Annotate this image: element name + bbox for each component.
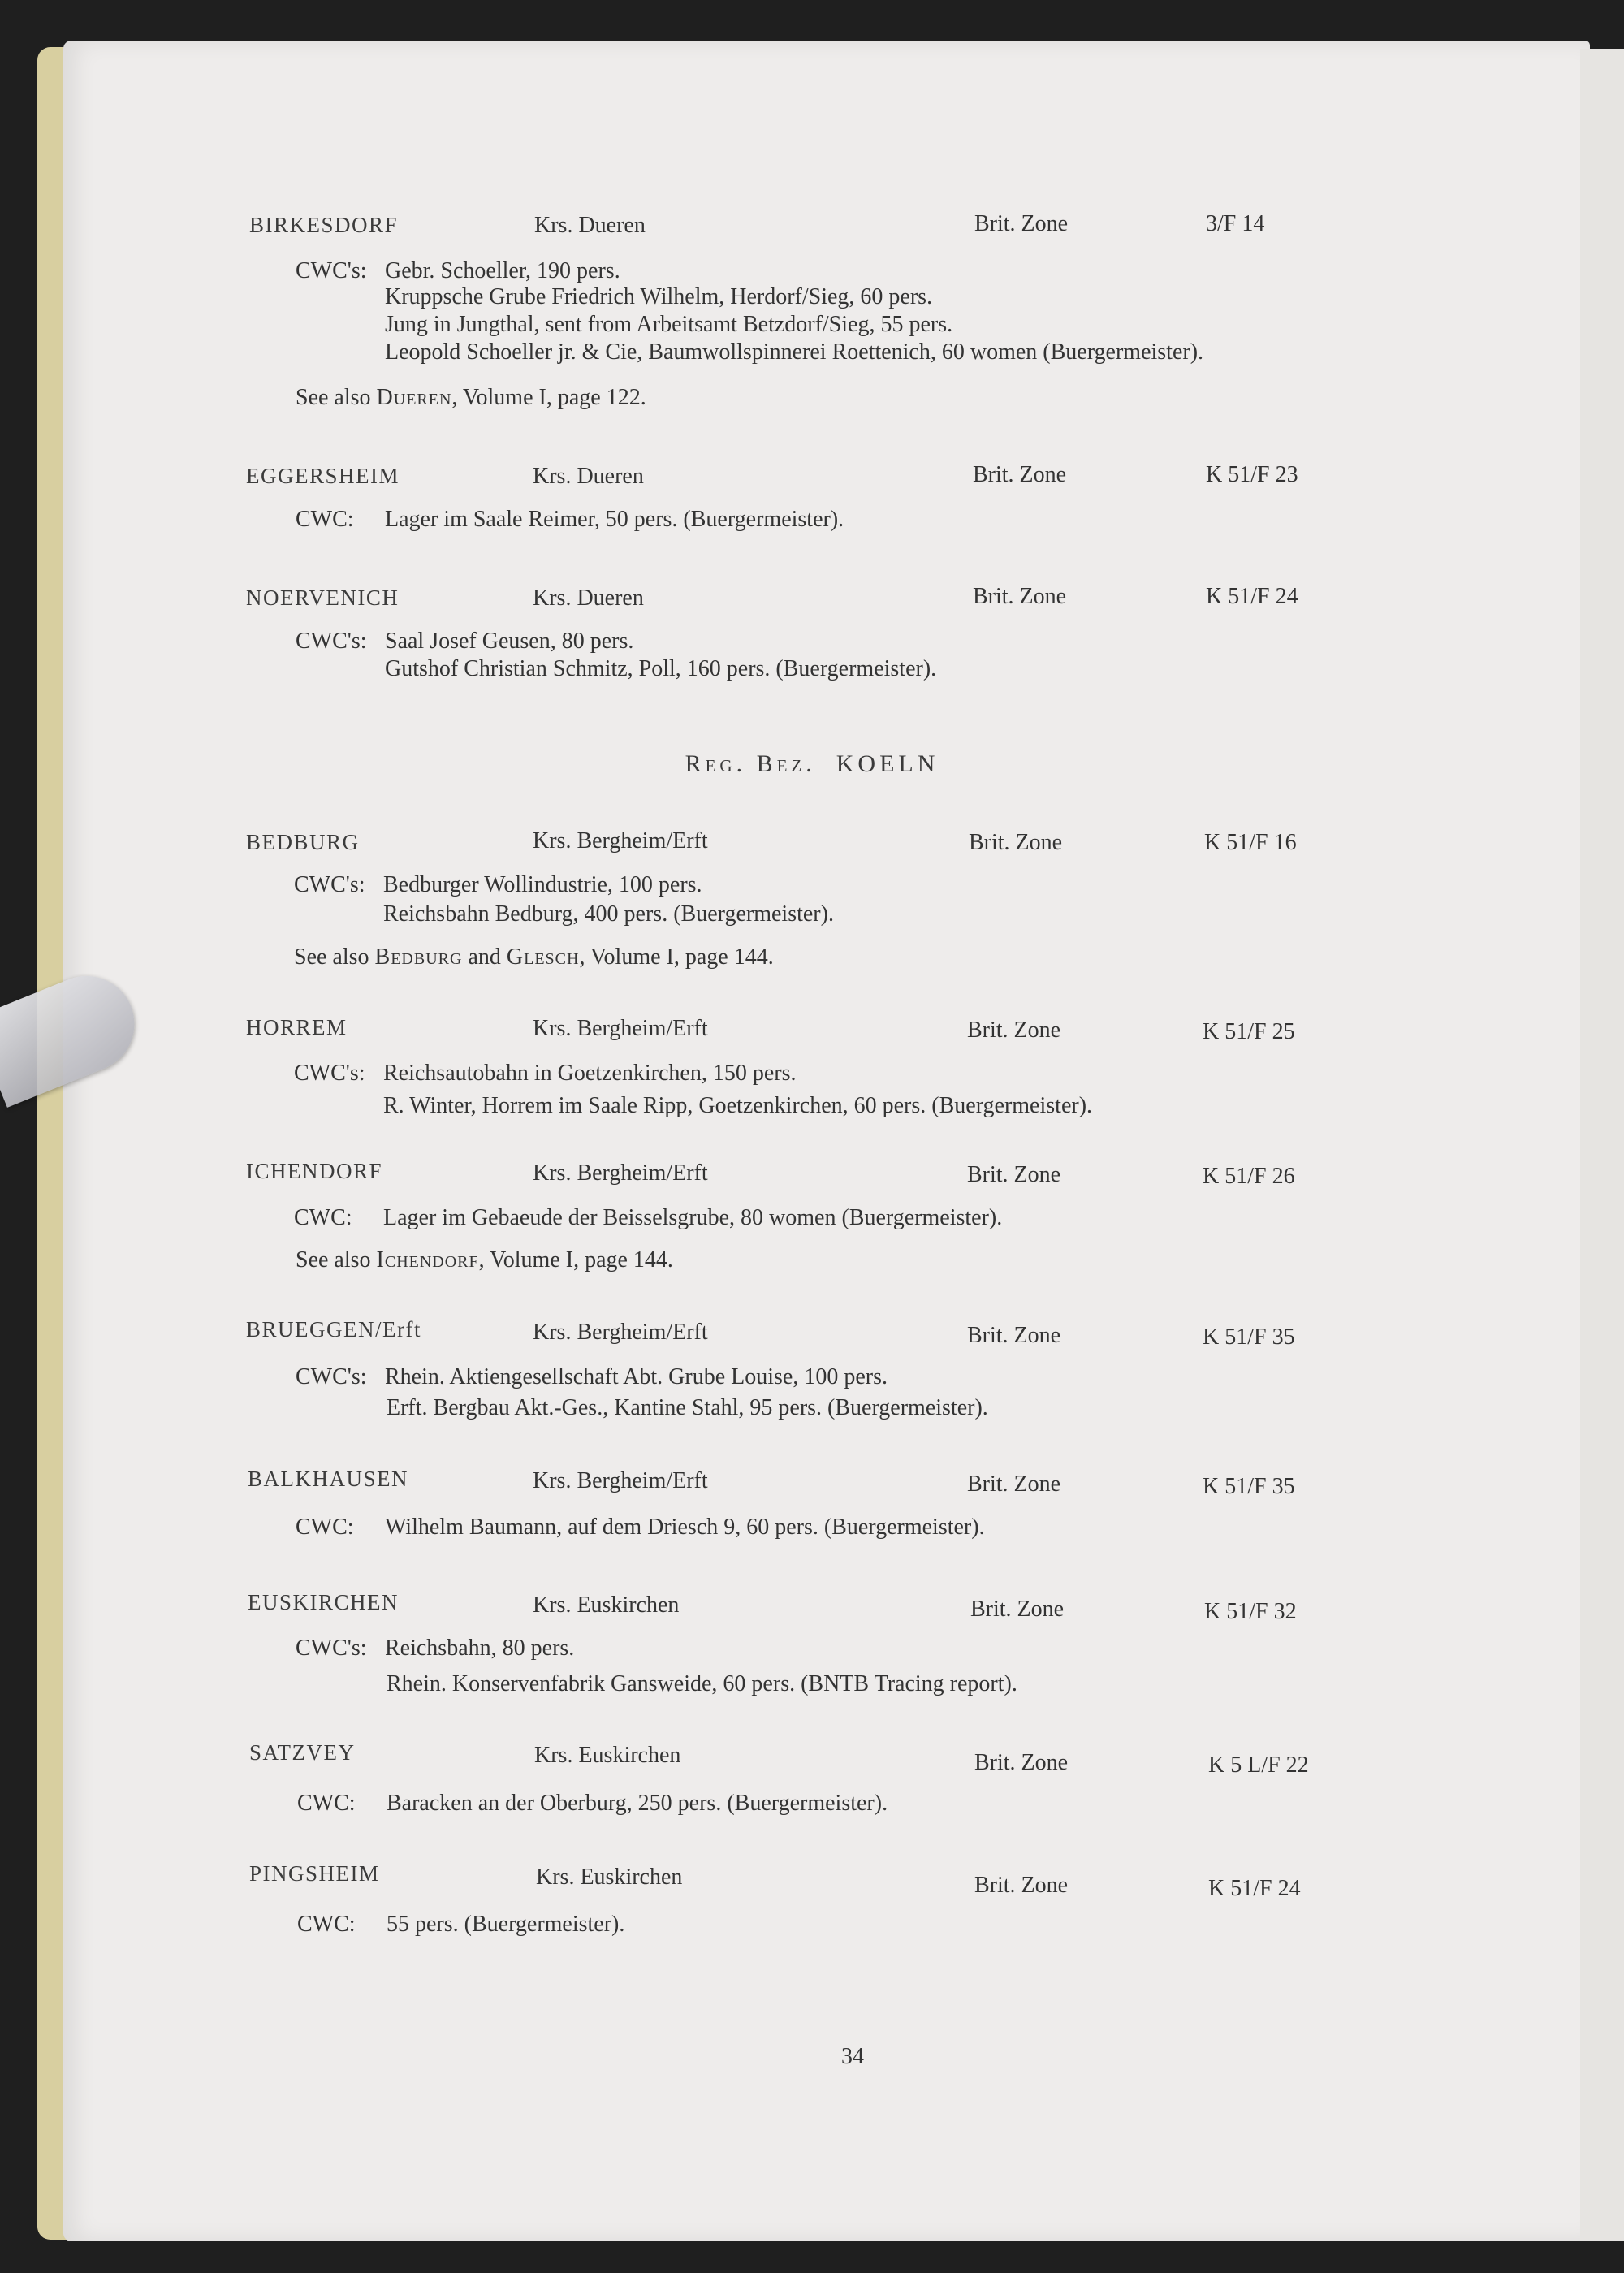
- cwc-line: Leopold Schoeller jr. & Cie, Baumwollspinnerei Roettenich, 60 women (Buergermeister).: [385, 339, 1204, 365]
- cwc-line: Kruppsche Grube Friedrich Wilhelm, Herdorf/Sieg, 60 pers.: [385, 284, 933, 309]
- district: Krs. Bergheim/Erft: [533, 1160, 708, 1186]
- grid-ref: K 51/F 24: [1208, 1876, 1301, 1901]
- zone: Brit. Zone: [967, 1018, 1061, 1043]
- region-heading: Reg. Bez. KOELN: [685, 750, 939, 777]
- cwc-line: Reichsbahn Bedburg, 400 pers. (Buergermeister).: [383, 901, 834, 927]
- page-number: 34: [841, 2044, 864, 2069]
- see-also: See also Dueren, Volume I, page 122.: [296, 385, 646, 410]
- place-name: ICHENDORF: [246, 1159, 383, 1183]
- grid-ref: K 51/F 35: [1203, 1324, 1295, 1350]
- place-name: SATZVEY: [249, 1740, 356, 1765]
- place-name: BALKHAUSEN: [248, 1467, 409, 1491]
- grid-ref: K 51/F 16: [1204, 830, 1297, 855]
- cwc-label: CWC's:: [296, 1364, 367, 1389]
- district: Krs. Bergheim/Erft: [533, 1468, 708, 1493]
- grid-ref: K 51/F 25: [1203, 1019, 1295, 1044]
- see-also: See also Ichendorf, Volume I, page 144.: [296, 1247, 673, 1273]
- place-name: EGGERSHEIM: [246, 464, 400, 488]
- cwc-line: CWC's: Saal Josef Geusen, 80 pers.: [296, 629, 634, 654]
- zone: Brit. Zone: [970, 1597, 1065, 1622]
- cwc-label: CWC:: [294, 1205, 352, 1230]
- cwc-label: CWC's:: [294, 872, 365, 897]
- cwc-line: Gutshof Christian Schmitz, Poll, 160 pers. (Buergermeister).: [385, 656, 937, 681]
- cwc-line: Jung in Jungthal, sent from Arbeitsamt Betzdorf/Sieg, 55 pers.: [385, 312, 953, 337]
- place-name: EUSKIRCHEN: [248, 1590, 400, 1614]
- district: Krs. Dueren: [534, 213, 646, 238]
- cwc-line: R. Winter, Horrem im Saale Ripp, Goetzenkirchen, 60 pers. (Buergermeister).: [383, 1093, 1093, 1118]
- district: Krs. Euskirchen: [536, 1865, 683, 1890]
- cwc-line: CWC: Lager im Gebaeude der Beisselsgrube, 80 women (Buergermeister).: [294, 1205, 1003, 1230]
- place-name: BEDBURG: [246, 830, 360, 854]
- place-name: BIRKESDORF: [249, 213, 399, 237]
- district: Krs. Bergheim/Erft: [533, 1016, 708, 1041]
- zone: Brit. Zone: [973, 584, 1067, 609]
- place-name: BRUEGGEN/Erft: [246, 1317, 421, 1342]
- cwc-line: CWC's: Bedburger Wollindustrie, 100 pers.: [294, 872, 702, 897]
- district: Krs. Euskirchen: [533, 1592, 680, 1618]
- cwc-line: CWC's: Reichsbahn, 80 pers.: [296, 1636, 575, 1661]
- grid-ref: 3/F 14: [1206, 211, 1265, 236]
- grid-ref: K 5 L/F 22: [1208, 1752, 1309, 1778]
- zone: Brit. Zone: [973, 462, 1067, 487]
- district: Krs. Dueren: [533, 464, 644, 489]
- cwc-line: Erft. Bergbau Akt.-Ges., Kantine Stahl, 95 pers. (Buergermeister).: [387, 1395, 988, 1420]
- cwc-label: CWC's:: [296, 1636, 367, 1661]
- cwc-label: CWC:: [296, 1515, 354, 1540]
- zone: Brit. Zone: [967, 1323, 1061, 1348]
- cwc-label: CWC:: [297, 1791, 356, 1816]
- zone: Brit. Zone: [974, 1750, 1069, 1775]
- cwc-label: CWC's:: [296, 629, 367, 654]
- place-name: NOERVENICH: [246, 586, 400, 610]
- see-also: See also Bedburg and Glesch, Volume I, page 144.: [294, 944, 774, 970]
- cwc-line: CWC: Lager im Saale Reimer, 50 pers. (Buergermeister).: [296, 507, 844, 532]
- zone: Brit. Zone: [974, 1873, 1069, 1898]
- grid-ref: K 51/F 24: [1206, 584, 1298, 609]
- cwc-line: CWC: 55 pers. (Buergermeister).: [297, 1912, 625, 1937]
- place-name: PINGSHEIM: [249, 1861, 380, 1886]
- grid-ref: K 51/F 23: [1206, 462, 1298, 487]
- cwc-label: CWC:: [296, 507, 354, 532]
- cwc-label: CWC's:: [296, 258, 367, 283]
- cwc-line: Rhein. Konservenfabrik Gansweide, 60 pers. (BNTB Tracing report).: [387, 1671, 1017, 1696]
- zone: Brit. Zone: [969, 830, 1063, 855]
- place-name: HORREM: [246, 1015, 348, 1039]
- zone: Brit. Zone: [967, 1162, 1061, 1187]
- district: Krs. Bergheim/Erft: [533, 828, 708, 853]
- district: Krs. Euskirchen: [534, 1743, 681, 1768]
- cwc-label: CWC's:: [294, 1061, 365, 1086]
- document-page: [63, 41, 1590, 2241]
- cwc-line: CWC's: Reichsautobahn in Goetzenkirchen, 150 pers.: [294, 1061, 797, 1086]
- cwc-line: CWC's: Gebr. Schoeller, 190 pers.: [296, 258, 620, 283]
- district: Krs. Bergheim/Erft: [533, 1320, 708, 1345]
- cwc-line: CWC: Wilhelm Baumann, auf dem Driesch 9, 60 pers. (Buergermeister).: [296, 1515, 985, 1540]
- district: Krs. Dueren: [533, 586, 644, 611]
- grid-ref: K 51/F 32: [1204, 1599, 1297, 1624]
- zone: Brit. Zone: [967, 1471, 1061, 1497]
- facing-page-strip: [1580, 49, 1624, 2241]
- grid-ref: K 51/F 35: [1203, 1474, 1295, 1499]
- cwc-line: CWC: Baracken an der Oberburg, 250 pers. (Buergermeister).: [297, 1791, 888, 1816]
- grid-ref: K 51/F 26: [1203, 1164, 1295, 1189]
- cwc-label: CWC:: [297, 1912, 356, 1937]
- cwc-line: CWC's: Rhein. Aktiengesellschaft Abt. Grube Louise, 100 pers.: [296, 1364, 888, 1389]
- zone: Brit. Zone: [974, 211, 1069, 236]
